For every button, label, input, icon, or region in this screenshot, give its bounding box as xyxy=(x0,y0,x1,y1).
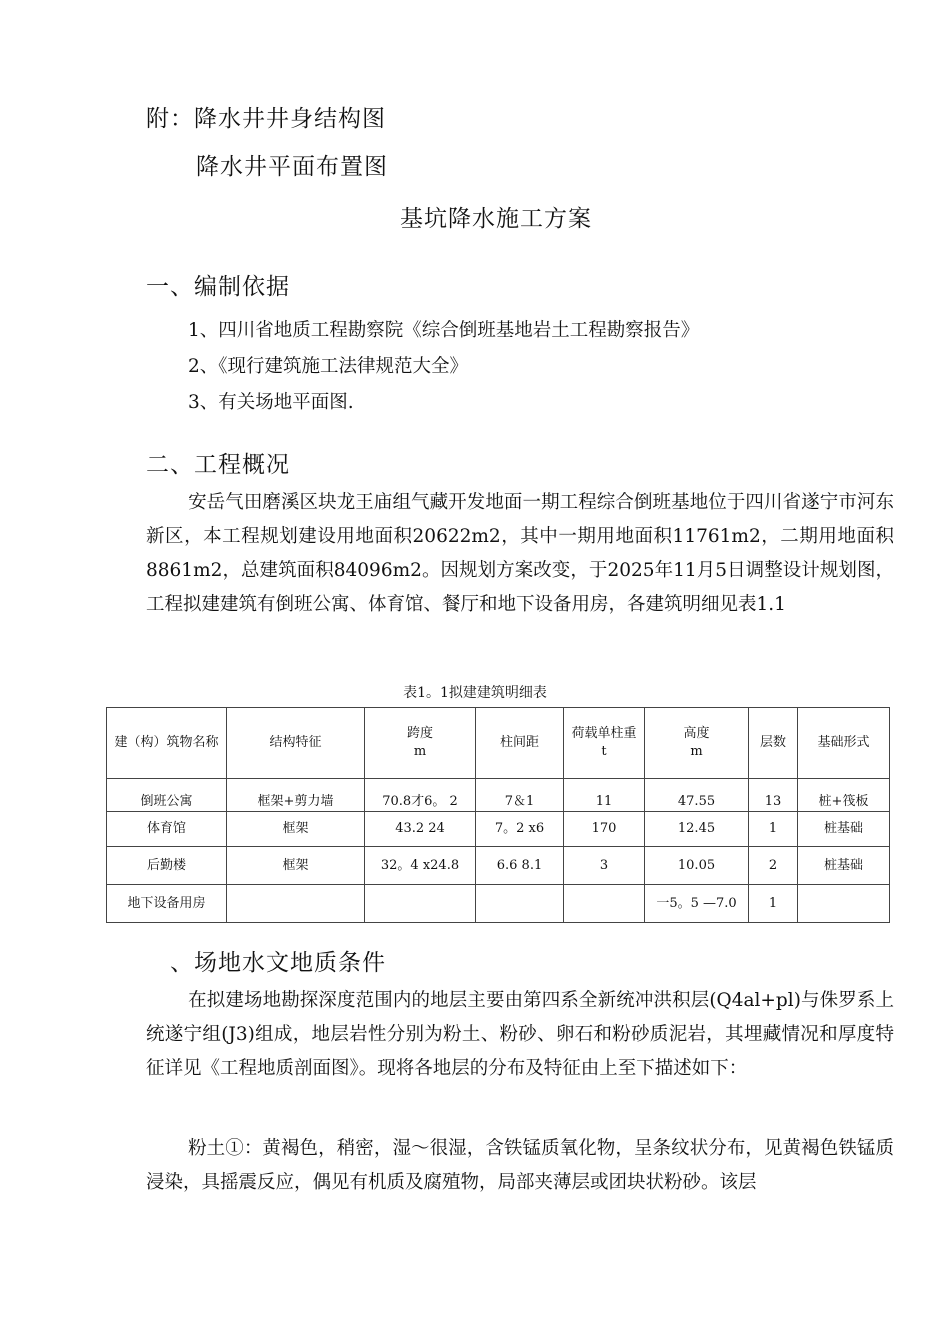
table-cell: 10.05 xyxy=(645,847,749,885)
table-cell: 6.6 8.1 xyxy=(476,847,564,885)
table-caption: 表1。1拟建建筑明细表 xyxy=(403,685,547,701)
project-overview-text: 安岳气田磨溪区块龙王庙组气藏开发地面一期工程综合倒班基地位于四川省遂宁市河东新区，本工程规划建设用地面积20622m2，其中一期用地面积11761m2，二期用地面积8861m2，总建筑面积84096m2。因规划方案改变，于2025年11月5日调整设计规划图，工程拟建建筑有倒班公寓、体育馆、餐厅和地下设备用房，各建筑明细见表1.1 xyxy=(146,492,894,615)
table-cell: 11 xyxy=(564,779,645,812)
header-cell: 结构特征 xyxy=(227,708,365,779)
table-cell: 框架 xyxy=(227,812,365,847)
table-row xyxy=(107,847,890,885)
table-cell: 倒班公寓 xyxy=(107,779,227,812)
table-cell: 47.55 xyxy=(645,779,749,812)
document-title: 基坑降水施工方案 xyxy=(400,206,592,232)
table-cell: 13 xyxy=(749,779,798,812)
table-cell xyxy=(227,885,365,923)
header-cell: 柱间距 xyxy=(476,708,564,779)
header-cell: 建（构）筑物名称 xyxy=(107,708,227,779)
section-1-heading: 一、编制依据 xyxy=(146,274,290,300)
table-cell: 后勤楼 xyxy=(107,847,227,885)
table-cell: 2 xyxy=(749,847,798,885)
table-cell: 体育馆 xyxy=(107,812,227,847)
table-row xyxy=(107,812,890,847)
table-cell: 桩基础 xyxy=(798,812,890,847)
building-details-table xyxy=(106,707,890,923)
appendix-line-1: 附：降水井井身结构图 xyxy=(146,106,386,132)
header-cell: 层数 xyxy=(749,708,798,779)
basis-item-2: 2、《现行建筑施工法律规范大全》 xyxy=(188,356,469,377)
table-cell: 70.8才6。 2 xyxy=(365,779,476,812)
appendix-line-2: 降水井平面布置图 xyxy=(196,154,388,180)
table-cell xyxy=(798,885,890,923)
table-cell: 框架 xyxy=(227,847,365,885)
table-cell: 桩+筏板 xyxy=(798,779,890,812)
table-cell xyxy=(564,885,645,923)
header-cell: 高度 m xyxy=(645,708,749,779)
table-cell: 地下设备用房 xyxy=(107,885,227,923)
section-3-heading: 、场地水文地质条件 xyxy=(170,950,386,976)
table-cell xyxy=(476,885,564,923)
header-cell: 跨度 m xyxy=(365,708,476,779)
project-overview-paragraph xyxy=(146,486,894,622)
section-2-heading: 二、工程概况 xyxy=(146,452,290,478)
table-cell: 框架+剪力墙 xyxy=(227,779,365,812)
table-row xyxy=(107,885,890,923)
table-cell: 一5。5 —7.0 xyxy=(645,885,749,923)
table-header-row xyxy=(107,708,890,779)
table-cell: 7＆1 xyxy=(476,779,564,812)
geology-paragraph-1 xyxy=(146,984,894,1086)
geology-paragraph-2 xyxy=(146,1132,894,1200)
table-cell: 1 xyxy=(749,812,798,847)
table-cell: 32。4 x24.8 xyxy=(365,847,476,885)
table-cell: 12.45 xyxy=(645,812,749,847)
table-cell: 3 xyxy=(564,847,645,885)
table-cell xyxy=(365,885,476,923)
table-cell: 43.2 24 xyxy=(365,812,476,847)
table-row xyxy=(107,779,890,812)
table-cell: 桩基础 xyxy=(798,847,890,885)
basis-item-3: 3、有关场地平面图. xyxy=(188,392,354,413)
basis-item-1: 1、四川省地质工程勘察院《综合倒班基地岩土工程勘察报告》 xyxy=(188,320,700,341)
geology-text-2: 粉土①：黄褐色，稍密，湿〜很湿，含铁锰质氧化物，呈条纹状分布，见黄褐色铁锰质浸染，具摇震反应，偶见有机质及腐殖物，局部夹薄层或团块状粉砂。该层 xyxy=(146,1138,894,1193)
table-cell: 7。2 x6 xyxy=(476,812,564,847)
header-cell: 荷载单柱重 t xyxy=(564,708,645,779)
header-cell: 基础形式 xyxy=(798,708,890,779)
table-cell: 1 xyxy=(749,885,798,923)
table-cell: 170 xyxy=(564,812,645,847)
geology-text-1: 在拟建场地勘探深度范围内的地层主要由第四系全新统冲洪积层(Q4al+pl)与侏罗系上统遂宁组(J3)组成，地层岩性分别为粉土、粉砂、卵石和粉砂质泥岩，其埋藏情况和厚度特征详见《工程地质剖面图》。现将各地层的分布及特征由上至下描述如下： xyxy=(146,990,894,1079)
